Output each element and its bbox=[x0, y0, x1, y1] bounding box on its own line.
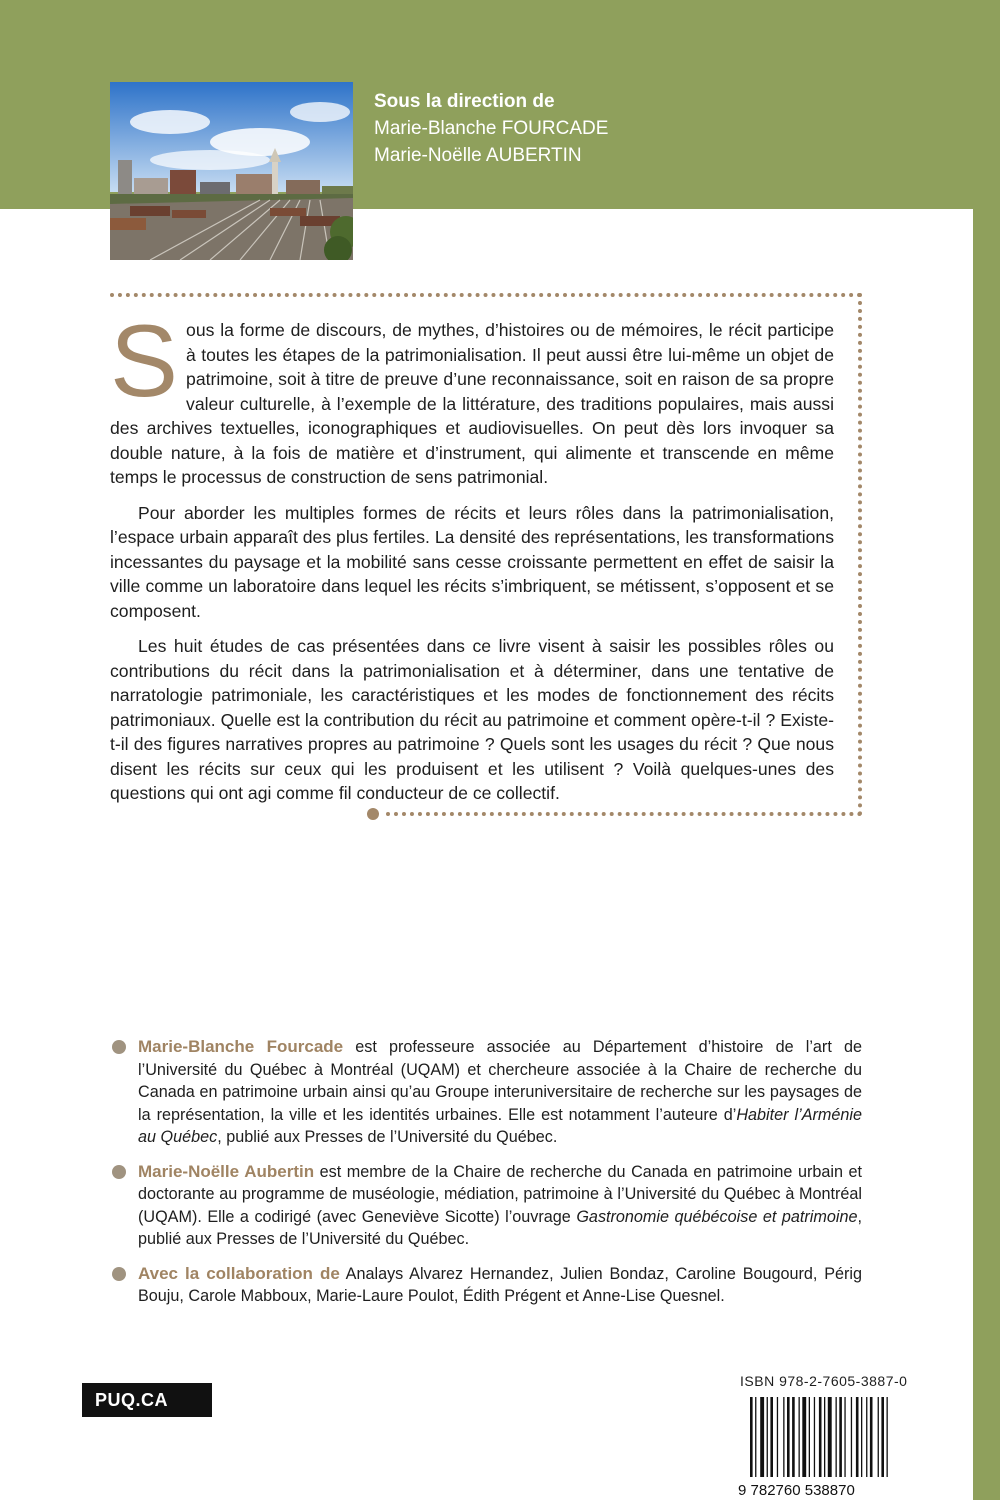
book-title: Habiter l’Arménie au Québec bbox=[138, 1105, 862, 1146]
cover-photo-railyard bbox=[110, 82, 353, 260]
bio-name: Avec la collaboration de bbox=[138, 1263, 340, 1283]
author-bios bbox=[110, 1036, 862, 1320]
editor-name: Marie-Blanche FOURCADE bbox=[374, 118, 609, 139]
book-title: Gastronomie québécoise et patrimoine bbox=[576, 1207, 858, 1226]
summary-paragraph: ous la forme de discours, de mythes, d’histoires ou de mémoires, le récit participe à toutes les étapes de la patrimonialisation. Il peut aussi être lui-même un objet de patrimoine, soit à titre de preuve d’une reconnaissance, soit en raison de sa propre valeur culturelle, à l’exemple de la littérature, des traditions populaires, mais aussi des archives textuelles, iconographiques et audiovisuelles. On peut dès lors invoquer sa double nature, à la fois de matière et d’instrument, qui alimente et transcende en même temps le processus de construction de sens patrimonial. bbox=[110, 320, 834, 487]
bio-name: Marie-Noëlle Aubertin bbox=[138, 1161, 315, 1181]
bullet-icon bbox=[112, 1165, 126, 1179]
editors-block bbox=[374, 88, 608, 169]
drop-cap-letter: S bbox=[110, 304, 179, 418]
bio-collaboration bbox=[110, 1263, 862, 1308]
isbn-text: ISBN 978-2-7605-3887-0 bbox=[740, 1373, 908, 1389]
puq-logo: PUQ.CA bbox=[82, 1383, 212, 1417]
editor-name: Marie-Noëlle AUBERTIN bbox=[374, 145, 582, 166]
direction-label: Sous la direction de bbox=[374, 91, 555, 112]
barcode-number: 9 782760 538870 bbox=[738, 1482, 855, 1499]
summary-text bbox=[110, 304, 834, 817]
barcode bbox=[738, 1395, 908, 1499]
bio-text: est professeure associée au Département d’histoire de l’art de l’Université du Québec à Montréal (UQAM) et chercheure associée à la Chaire de recherche du Canada en patrimoine urbain ainsi qu’au Groupe interuniversitaire de recherche sur les paysages de la représentation, la ville et les identités urbaines. Elle est notamment l’auteure d’ bbox=[138, 1038, 862, 1124]
bio-text: , publié aux Presses de l’Université du Québec. bbox=[138, 1207, 862, 1248]
bullet-icon bbox=[112, 1040, 126, 1054]
bio-name: Marie-Blanche Fourcade bbox=[138, 1037, 344, 1056]
bio-fourcade bbox=[110, 1036, 862, 1149]
bio-aubertin bbox=[110, 1161, 862, 1251]
bio-text: , publié aux Presses de l’Université du Québec. bbox=[217, 1128, 558, 1146]
summary-paragraph: Les huit études de cas présentées dans ce livre visent à saisir les possibles rôles ou contributions du récit dans la patrimonialisation et à déterminer, dans une tentative de narratologie patrimoniale, les caractéristiques et les modes de fonctionnement des récits patrimoniaux. Quelle est la contribution du récit au patrimoine et comment opère-t-il ? Existe-t-il des figures narratives propres au patrimoine ? Quels sont les usages du récit ? Que nous disent les récits sur ceux qui les produisent et les utilisent ? Voilà quelques-unes des questions qui ont agi comme fil conducteur de ce collectif. bbox=[110, 636, 834, 803]
green-right-band bbox=[973, 0, 1000, 1500]
bio-text: est membre de la Chaire de recherche du Canada en patrimoine urbain et doctorante au programme de muséologie, médiation, patrimoine à l’Université du Québec à Montréal (UQAM). Elle a codirigé (avec Geneviève Sicotte) l’ouvrage bbox=[138, 1162, 862, 1226]
bullet-icon bbox=[112, 1267, 126, 1281]
summary-paragraph: Pour aborder les multiples formes de récits et leurs rôles dans la patrimonialisation, l’espace urbain apparaît des plus fertiles. La densité des représentations, les transformations incessantes du paysage et la mobilité sans cesse croissante permettent en effet de saisir la ville comme un laboratoire dans lequel les récits s’imbriquent, se métissent, s’opposent et se composent. bbox=[110, 502, 834, 621]
bio-text: Analays Alvarez Hernandez, Julien Bondaz, Caroline Bougourd, Périg Bouju, Carole Mabboux, Marie-Laure Poulot, Édith Prégent et Anne-Lise Quesnel. bbox=[138, 1264, 862, 1305]
